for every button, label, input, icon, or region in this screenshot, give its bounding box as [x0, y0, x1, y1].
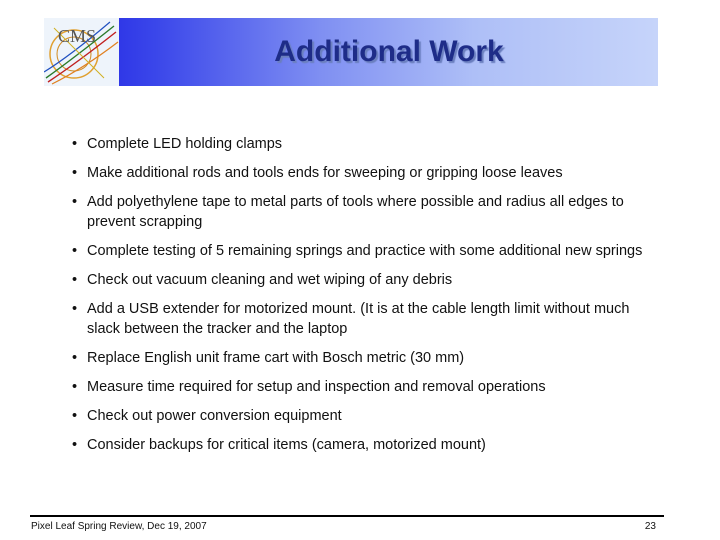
- cms-logo: [44, 18, 119, 86]
- bullet-item: [72, 377, 662, 397]
- bullet-glyph: •: [72, 194, 78, 210]
- cms-logo-graphic: [44, 18, 119, 86]
- bullet-glyph: •: [72, 437, 78, 453]
- page-number: 23: [644, 521, 656, 532]
- bullet-text: Measure time required for setup and inspection and removal operations: [87, 379, 546, 395]
- bullet-item: [72, 299, 662, 339]
- footer-text: Pixel Leaf Spring Review, Dec 19, 2007: [31, 521, 207, 532]
- bullet-text: Complete LED holding clamps: [87, 136, 283, 152]
- bullet-text: Add a USB extender for motorized mount. (It is at the cable length limit without much slack between the tracker and the laptop: [87, 301, 630, 337]
- bullet-text: Check out vacuum cleaning and wet wiping of any debris: [87, 272, 453, 288]
- bullet-text: Complete testing of 5 remaining springs and practice with some additional new springs: [87, 243, 643, 259]
- bullet-text: Make additional rods and tools ends for sweeping or gripping loose leaves: [87, 165, 563, 181]
- bullet-glyph: •: [72, 165, 78, 181]
- bullet-glyph: •: [72, 350, 78, 366]
- footer-divider: [30, 515, 664, 517]
- bullet-item: [72, 270, 662, 290]
- slide-title: Additional Work: [274, 35, 504, 68]
- bullet-glyph: •: [72, 379, 78, 395]
- bullet-item: [72, 435, 662, 455]
- bullet-text: Add polyethylene tape to metal parts of tools where possible and radius all edges to prevent scrapping: [87, 194, 624, 230]
- bullet-text: Replace English unit frame cart with Bosch metric (30 mm): [87, 350, 465, 366]
- bullet-text: Consider backups for critical items (camera, motorized mount): [87, 437, 486, 453]
- logo-text: CMS: [58, 26, 97, 46]
- bullet-glyph: •: [72, 136, 78, 152]
- bullet-item: [72, 163, 662, 183]
- bullet-item: [72, 348, 662, 368]
- bullet-item: [72, 241, 662, 261]
- bullet-item: [72, 134, 662, 154]
- bullet-item: [72, 192, 662, 232]
- bullet-glyph: •: [72, 243, 78, 259]
- bullet-text: Check out power conversion equipment: [87, 408, 342, 424]
- bullet-glyph: •: [72, 301, 78, 317]
- bullet-item: [72, 406, 662, 426]
- bullet-glyph: •: [72, 408, 78, 424]
- bullet-glyph: •: [72, 272, 78, 288]
- bullet-list: [72, 134, 662, 464]
